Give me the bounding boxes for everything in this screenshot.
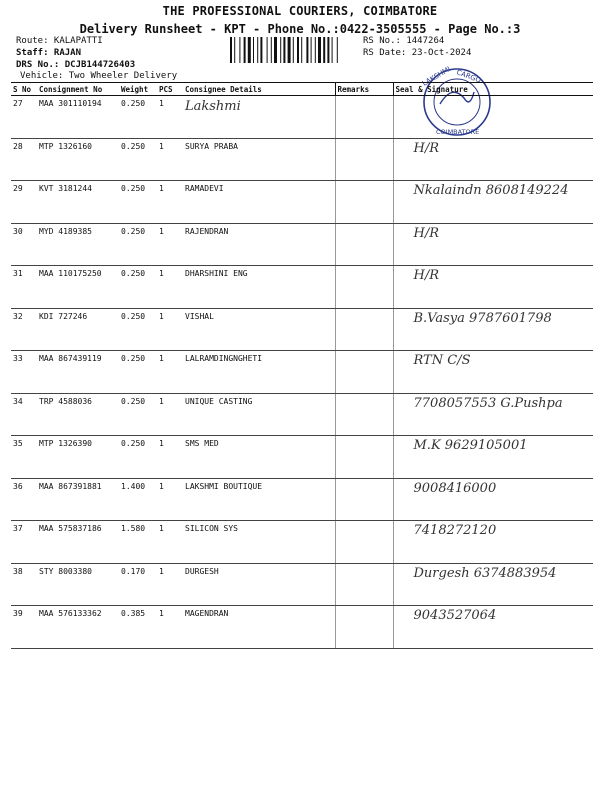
cell-signature bbox=[393, 521, 593, 564]
barcode-bar bbox=[315, 37, 316, 63]
drs-number: DRS No.: DCJB144726403 bbox=[16, 60, 136, 70]
table-row bbox=[11, 138, 593, 181]
handwritten-signature: H/R bbox=[413, 140, 440, 156]
handwritten-signature: H/R bbox=[413, 268, 440, 283]
cell-consignee: LAKSHMI BOUTIQUE bbox=[183, 478, 335, 521]
cell-pcs: 1 bbox=[157, 436, 183, 479]
cell-pcs: 1 bbox=[157, 521, 183, 564]
cell-remarks bbox=[335, 563, 393, 606]
cell-weight: 0.385 bbox=[119, 606, 157, 649]
col-remarks-header: Remarks bbox=[335, 83, 393, 96]
barcode-bar bbox=[301, 37, 302, 63]
cell-signature bbox=[393, 563, 593, 606]
cell-sno: 36 bbox=[11, 478, 37, 521]
barcode-bar bbox=[257, 37, 258, 63]
cell-remarks bbox=[335, 393, 393, 436]
cell-signature bbox=[393, 138, 593, 181]
col-sno-header: S No bbox=[11, 83, 37, 96]
company-title: THE PROFESSIONAL COURIERS, COIMBATORE bbox=[162, 4, 438, 18]
table-header-row bbox=[11, 83, 593, 96]
cell-weight: 0.250 bbox=[119, 138, 157, 181]
cell-pcs: 1 bbox=[157, 351, 183, 394]
route-text: Route: KALAPATTI bbox=[16, 36, 103, 46]
cell-signature bbox=[393, 436, 593, 479]
table-row bbox=[11, 393, 593, 436]
cell-weight: 0.250 bbox=[119, 393, 157, 436]
cell-consignee bbox=[183, 96, 335, 139]
cell-weight: 1.400 bbox=[119, 478, 157, 521]
cell-pcs: 1 bbox=[157, 223, 183, 266]
cell-weight: 0.170 bbox=[119, 563, 157, 606]
cell-sno: 27 bbox=[11, 96, 37, 139]
barcode-bar bbox=[244, 37, 246, 63]
col-consignment-header: Consignment No bbox=[37, 83, 119, 96]
barcode-bar bbox=[332, 37, 333, 63]
cell-remarks bbox=[335, 478, 393, 521]
table-row bbox=[11, 181, 593, 224]
cell-consignment-no: MAA 575837186 bbox=[37, 521, 119, 564]
cell-weight: 0.250 bbox=[119, 223, 157, 266]
cell-pcs: 1 bbox=[157, 96, 183, 139]
cell-consignee: UNIQUE CASTING bbox=[183, 393, 335, 436]
cell-consignment-no: TRP 4588036 bbox=[37, 393, 119, 436]
table-row bbox=[11, 223, 593, 266]
cell-consignment-no: MYD 4189385 bbox=[37, 223, 119, 266]
runsheet-table bbox=[11, 82, 593, 649]
handwritten-signature: B.Vasya 9787601798 bbox=[413, 310, 552, 326]
cell-remarks bbox=[335, 223, 393, 266]
cell-consignment-no: MTP 1326390 bbox=[37, 436, 119, 479]
cell-pcs: 1 bbox=[157, 478, 183, 521]
cell-remarks bbox=[335, 606, 393, 649]
cell-remarks bbox=[335, 436, 393, 479]
handwritten-signature: 9043527064 bbox=[413, 608, 497, 623]
col-weight-header: Weight bbox=[119, 83, 157, 96]
barcode-bar bbox=[318, 37, 321, 63]
barcode-bar bbox=[280, 37, 281, 63]
cell-consignment-no: MAA 110175250 bbox=[37, 266, 119, 309]
barcode-bar bbox=[239, 37, 240, 63]
cell-consignment-no: MAA 301110194 bbox=[37, 96, 119, 139]
handwritten-signature: 7418272120 bbox=[413, 523, 497, 538]
cell-signature bbox=[393, 308, 593, 351]
cell-remarks bbox=[335, 266, 393, 309]
cell-pcs: 1 bbox=[157, 266, 183, 309]
cell-sno: 32 bbox=[11, 308, 37, 351]
cell-signature bbox=[393, 393, 593, 436]
table-row bbox=[11, 96, 593, 139]
svg-text:CARGO: CARGO bbox=[455, 68, 482, 85]
col-signature-header: Seal & Signature bbox=[393, 83, 593, 96]
cell-consignee: VISHAL bbox=[183, 308, 335, 351]
handwritten-name: Lakshmi bbox=[185, 99, 241, 114]
handwritten-signature: RTN C/S bbox=[413, 353, 471, 368]
col-consignee-header: Consignee Details bbox=[183, 83, 335, 96]
svg-text:COIMBATORE: COIMBATORE bbox=[436, 128, 480, 136]
cell-pcs: 1 bbox=[157, 308, 183, 351]
cell-signature bbox=[393, 266, 593, 309]
table-row bbox=[11, 266, 593, 309]
table-row bbox=[11, 521, 593, 564]
cell-pcs: 1 bbox=[157, 138, 183, 181]
cell-remarks bbox=[335, 521, 393, 564]
cell-consignment-no: MAA 867439119 bbox=[37, 351, 119, 394]
cell-sno: 39 bbox=[11, 606, 37, 649]
table-row bbox=[11, 308, 593, 351]
cell-consignment-no: KDI 727246 bbox=[37, 308, 119, 351]
cell-remarks bbox=[335, 96, 393, 139]
cell-signature bbox=[393, 606, 593, 649]
barcode-bar bbox=[283, 37, 285, 63]
cell-pcs: 1 bbox=[157, 606, 183, 649]
cell-signature bbox=[393, 351, 593, 394]
cell-weight: 0.250 bbox=[119, 436, 157, 479]
cell-weight: 0.250 bbox=[119, 181, 157, 224]
barcode-bar bbox=[260, 37, 262, 63]
cell-consignee: SURYA PRABA bbox=[183, 138, 335, 181]
handwritten-signature: 9008416000 bbox=[413, 480, 497, 496]
cell-pcs: 1 bbox=[157, 181, 183, 224]
table-row bbox=[11, 478, 593, 521]
handwritten-signature: H/R bbox=[413, 225, 440, 241]
cell-weight: 0.250 bbox=[119, 266, 157, 309]
barcode-bar bbox=[230, 37, 232, 63]
cell-remarks bbox=[335, 138, 393, 181]
cell-sno: 33 bbox=[11, 351, 37, 394]
cell-consignment-no: MAA 867391881 bbox=[37, 478, 119, 521]
barcode-bar bbox=[327, 37, 329, 63]
staff-text: Staff: RAJAN bbox=[16, 48, 82, 58]
cell-weight: 0.250 bbox=[119, 96, 157, 139]
cell-sno: 37 bbox=[11, 521, 37, 564]
handwritten-signature: Durgesh 6374883954 bbox=[413, 565, 557, 581]
cell-consignee: SMS MED bbox=[183, 436, 335, 479]
table-row bbox=[11, 436, 593, 479]
cell-sno: 34 bbox=[11, 393, 37, 436]
svg-text:LAKSHMI: LAKSHMI bbox=[421, 65, 453, 88]
cell-sno: 31 bbox=[11, 266, 37, 309]
rs-number: RS No.: 1447264 bbox=[363, 36, 445, 46]
cell-remarks bbox=[335, 308, 393, 351]
barcode-bar bbox=[271, 37, 272, 63]
handwritten-signature: M.K 9629105001 bbox=[413, 438, 528, 453]
cell-consignee: LALRAMDINGNGHETI bbox=[183, 351, 335, 394]
cell-weight: 1.580 bbox=[119, 521, 157, 564]
barcode-bar bbox=[323, 37, 325, 63]
cell-weight: 0.250 bbox=[119, 308, 157, 351]
cell-sno: 30 bbox=[11, 223, 37, 266]
cell-consignment-no: STY 8003380 bbox=[37, 563, 119, 606]
cell-signature bbox=[393, 223, 593, 266]
barcode-image bbox=[230, 37, 356, 63]
cell-consignee: MAGENDRAN bbox=[183, 606, 335, 649]
col-pcs-header: PCS bbox=[157, 83, 183, 96]
cell-consignee: DURGESH bbox=[183, 563, 335, 606]
barcode-bar bbox=[337, 37, 338, 63]
barcode-bar bbox=[288, 37, 291, 63]
cell-sno: 35 bbox=[11, 436, 37, 479]
cell-consignee: RAJENDRAN bbox=[183, 223, 335, 266]
cell-consignee: SILICON SYS bbox=[183, 521, 335, 564]
handwritten-signature: Nkalaindn 8608149224 bbox=[413, 183, 569, 198]
barcode-bar bbox=[293, 37, 294, 63]
handwritten-signature: 7708057553 G.Pushpa bbox=[413, 395, 563, 411]
barcode-bar bbox=[274, 37, 277, 63]
table-row bbox=[11, 351, 593, 394]
cell-sno: 29 bbox=[11, 181, 37, 224]
cell-consignment-no: KVT 3181244 bbox=[37, 181, 119, 224]
barcode-bar bbox=[248, 37, 251, 63]
runsheet-subtitle: Delivery Runsheet - KPT - Phone No.:0422-3505555 - Page No.:3 bbox=[79, 22, 521, 36]
cell-sno: 28 bbox=[11, 138, 37, 181]
cell-remarks bbox=[335, 351, 393, 394]
cell-consignment-no: MTP 1326160 bbox=[37, 138, 119, 181]
table-row bbox=[11, 563, 593, 606]
cell-consignee: RAMADEVI bbox=[183, 181, 335, 224]
cell-consignment-no: MAA 576133362 bbox=[37, 606, 119, 649]
cell-consignee: DHARSHINI ENG bbox=[183, 266, 335, 309]
barcode-bar bbox=[297, 37, 299, 63]
barcode-bar bbox=[311, 37, 312, 63]
cell-weight: 0.250 bbox=[119, 351, 157, 394]
barcode-bar bbox=[253, 37, 254, 63]
barcode-bar bbox=[306, 37, 308, 63]
cell-pcs: 1 bbox=[157, 393, 183, 436]
cell-sno: 38 bbox=[11, 563, 37, 606]
cell-signature bbox=[393, 478, 593, 521]
rs-date: RS Date: 23-Oct-2024 bbox=[363, 48, 472, 58]
cell-signature bbox=[393, 181, 593, 224]
cell-signature bbox=[393, 96, 593, 139]
vehicle-text: Vehicle: Two Wheeler Delivery bbox=[20, 71, 178, 81]
barcode-bar bbox=[267, 37, 268, 63]
table-row bbox=[11, 606, 593, 649]
barcode-bar bbox=[234, 37, 235, 63]
cell-pcs: 1 bbox=[157, 563, 183, 606]
cell-remarks bbox=[335, 181, 393, 224]
